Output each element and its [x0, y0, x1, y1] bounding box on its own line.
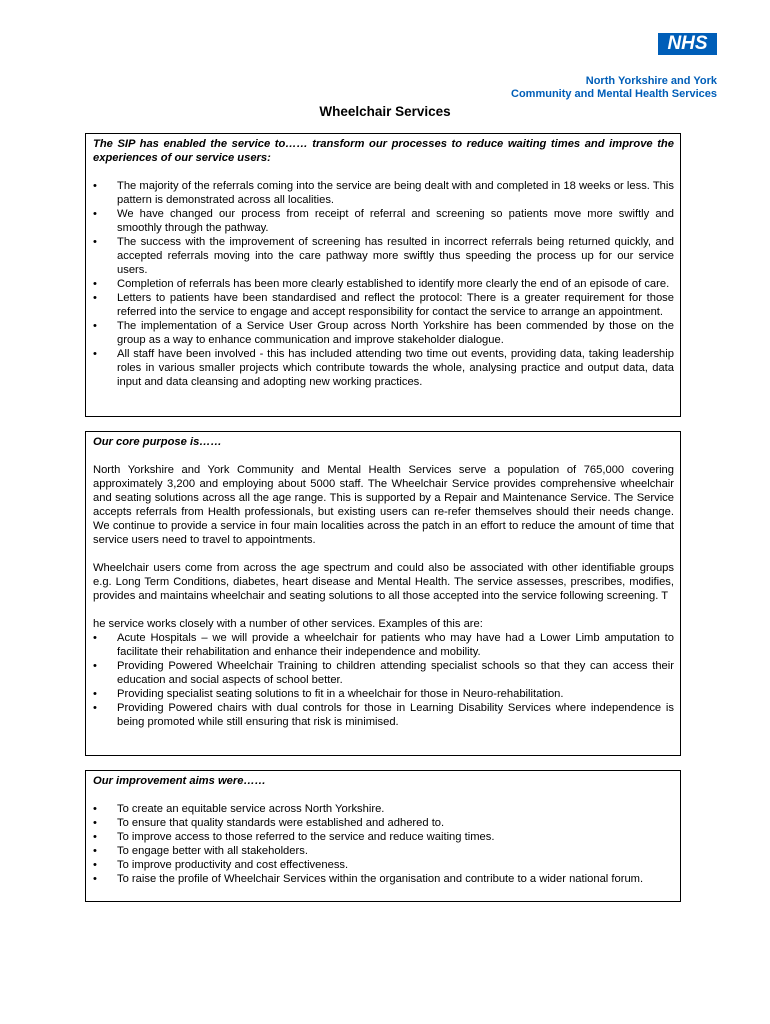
- core-purpose-bullet-list: [93, 631, 674, 729]
- list-item-text: Completion of referrals has been more clearly established to identify more clearly the end of an episode of care.: [117, 278, 670, 290]
- list-item: [93, 277, 674, 291]
- list-item: [93, 235, 674, 277]
- bullet-icon: •: [93, 831, 97, 843]
- list-item-text: All staff have been involved - this has included attending two time out events, providing data, taking leadership roles in various smaller projects which contribute towards the whole, analysing practice and output data, data input and data cleansing and adopting new working practices.: [117, 348, 674, 388]
- sip-heading: The SIP has enabled the service to…… transform our processes to reduce waiting times and improve the experiences of our service users:: [93, 138, 674, 164]
- sip-bullet-list: [93, 179, 674, 389]
- bullet-icon: •: [93, 688, 97, 700]
- improvement-aims-heading: Our improvement aims were……: [93, 775, 266, 787]
- list-item-text: The implementation of a Service User Group across North Yorkshire has been commended by those on the group as a way to enhance communication and improve stakeholder dialogue.: [117, 320, 674, 346]
- list-item-text: To create an equitable service across North Yorkshire.: [117, 803, 385, 815]
- nhs-logo: NHS: [658, 33, 717, 55]
- bullet-icon: •: [93, 660, 97, 672]
- bullet-icon: •: [93, 236, 97, 248]
- list-item-text: Providing Powered Wheelchair Training to children attending specialist schools so that they can access their education and social aspects of school better.: [117, 660, 674, 686]
- sip-section: [85, 133, 681, 417]
- improvement-aims-section: [85, 770, 681, 902]
- list-item: [93, 347, 674, 389]
- list-item-text: Acute Hospitals – we will provide a wheelchair for patients who may have had a Lower Limb amputation to facilitate their rehabilitation and enhance their independence and mobility.: [117, 632, 674, 658]
- organisation-name: [511, 75, 717, 101]
- list-item-text: To improve productivity and cost effectiveness.: [117, 859, 349, 871]
- bullet-icon: •: [93, 702, 97, 714]
- bullet-icon: •: [93, 180, 97, 192]
- core-purpose-paragraph-2: Wheelchair users come from across the age spectrum and could also be associated with other identifiable groups e.g. Long Term Conditions, diabetes, heart disease and Mental Health. The service assesses, prescribes, modifies, provides and maintains wheelchair and seating solutions to all those accepted into the service following screening. T: [93, 562, 674, 602]
- list-item: [93, 207, 674, 235]
- list-item-text: Letters to patients have been standardised and reflect the protocol: There is a greater requirement for those referred into the service to engage and accept responsibility for contact the service to arrange an appointment.: [117, 292, 674, 318]
- bullet-icon: •: [93, 348, 97, 360]
- list-item-text: Providing Powered chairs with dual controls for those in Learning Disability Services where independence is being promoted while still ensuring that risk is minimised.: [117, 702, 674, 728]
- org-line-1: North Yorkshire and York: [585, 75, 717, 87]
- list-item: [93, 701, 674, 729]
- list-item: [93, 179, 674, 207]
- bullet-icon: •: [93, 803, 97, 815]
- list-item: [93, 802, 674, 816]
- bullet-icon: •: [93, 632, 97, 644]
- list-item: [93, 659, 674, 687]
- core-purpose-paragraph-1: North Yorkshire and York Community and Mental Health Services serve a population of 765,000 covering approximately 3,200 and employing about 5000 staff. The Wheelchair Service provides comprehensive wheelchair and seating solutions across all the age range. This is supported by a Repair and Maintenance Service. The Service accepts referrals from Health professionals, but existing users can re-refer themselves should their needs change. We continue to provide a service in four main localities across the patch in an effort to reduce the amount of time that service users need to travel to appointments.: [93, 464, 674, 546]
- list-item: [93, 872, 674, 886]
- list-item-text: The majority of the referrals coming into the service are being dealt with and completed in 18 weeks or less. This pattern is demonstrated across all localities.: [117, 180, 674, 206]
- bullet-icon: •: [93, 873, 97, 885]
- bullet-icon: •: [93, 292, 97, 304]
- list-item: [93, 844, 674, 858]
- core-purpose-heading: Our core purpose is……: [93, 436, 222, 448]
- org-line-2: Community and Mental Health Services: [511, 88, 717, 100]
- list-item: [93, 291, 674, 319]
- list-item-text: To raise the profile of Wheelchair Services within the organisation and contribute to a wider national forum.: [117, 873, 644, 885]
- core-purpose-paragraph-3: he service works closely with a number of other services. Examples of this are:: [93, 618, 483, 630]
- list-item-text: To engage better with all stakeholders.: [117, 845, 308, 857]
- bullet-icon: •: [93, 278, 97, 290]
- page-title: Wheelchair Services: [319, 104, 451, 119]
- list-item-text: We have changed our process from receipt of referral and screening so patients move more swiftly and smoothly through the pathway.: [117, 208, 674, 234]
- bullet-icon: •: [93, 320, 97, 332]
- list-item: [93, 631, 674, 659]
- bullet-icon: •: [93, 859, 97, 871]
- improvement-aims-bullet-list: [93, 802, 674, 886]
- list-item-text: The success with the improvement of screening has resulted in incorrect referrals being returned quickly, and accepted referrals moving into the care pathway more swiftly thus speeding the process up for our service users.: [117, 236, 674, 276]
- bullet-icon: •: [93, 817, 97, 829]
- list-item: [93, 830, 674, 844]
- core-purpose-section: [85, 431, 681, 756]
- list-item-text: To improve access to those referred to the service and reduce waiting times.: [117, 831, 495, 843]
- list-item: [93, 858, 674, 872]
- bullet-icon: •: [93, 845, 97, 857]
- list-item: [93, 816, 674, 830]
- list-item: [93, 687, 674, 701]
- list-item-text: Providing specialist seating solutions to fit in a wheelchair for those in Neuro-rehabilitation.: [117, 688, 564, 700]
- bullet-icon: •: [93, 208, 97, 220]
- list-item: [93, 319, 674, 347]
- list-item-text: To ensure that quality standards were established and adhered to.: [117, 817, 445, 829]
